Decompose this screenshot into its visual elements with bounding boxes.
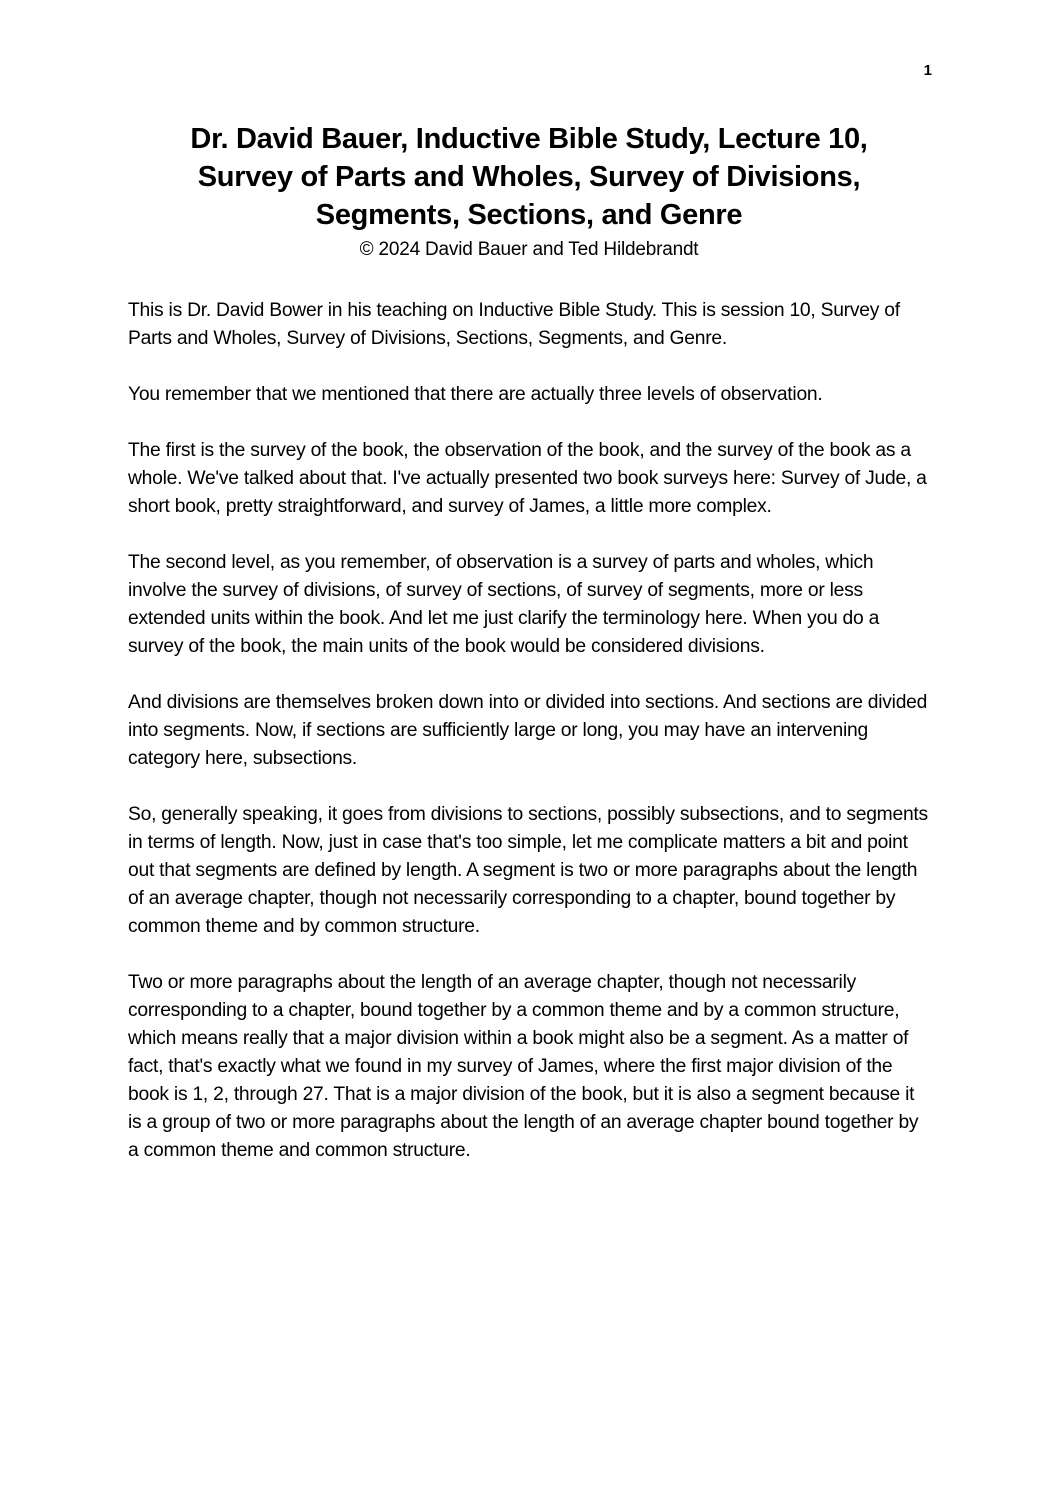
paragraph-6: So, generally speaking, it goes from divisions to sections, possibly subsections, and to segments in terms of length. Now, just in case that's too simple, let me complicate matters a bit and point out that segments are defined by length. A segment is two or more paragraphs about the length of an average chapter, though not necessarily corresponding to a chapter, bound together by common theme and by common structure. — [128, 804, 928, 937]
document-body — [128, 297, 932, 1165]
title-line-1: Dr. David Bauer, Inductive Bible Study, Lecture 10, — [190, 123, 868, 155]
paragraph-2: You remember that we mentioned that there are actually three levels of observation. — [128, 384, 823, 405]
document-title — [0, 0, 1058, 234]
paragraph-5: And divisions are themselves broken down into or divided into sections. And sections are divided into segments. Now, if sections are sufficiently large or long, you may have an intervening category here, subsections. — [128, 692, 928, 769]
paragraph-4: The second level, as you remember, of observation is a survey of parts and wholes, which involve the survey of divisions, of survey of sections, of survey of segments, more or less extended units within the book. And let me just clarify the terminology here. When you do a survey of the book, the main units of the book would be considered divisions. — [128, 552, 880, 657]
copyright-line: © 2024 David Bauer and Ted Hildebrandt — [359, 239, 699, 260]
page-number: 1 — [923, 62, 932, 79]
paragraph-3: The first is the survey of the book, the observation of the book, and the survey of the book as a whole. We've talked about that. I've actually presented two book surveys here: Survey of Jude, a short book, pretty straightforward, and survey of James, a little more complex. — [128, 440, 927, 517]
paragraph-7: Two or more paragraphs about the length of an average chapter, though not necessarily corresponding to a chapter, bound together by a common theme and by a common structure, which means really that a major division within a book might also be a segment. As a matter of fact, that's exactly what we found in my survey of James, where the first major division of the book is 1, 2, through 27. That is a major division of the book, but it is also a segment because it is a group of two or more paragraphs about the length of an average chapter bound together by a common theme and common structure. — [128, 972, 919, 1161]
title-line-3: Segments, Sections, and Genre — [315, 199, 743, 231]
title-line-2: Survey of Parts and Wholes, Survey of Divisions, — [197, 161, 861, 193]
paragraph-1: This is Dr. David Bower in his teaching on Inductive Bible Study. This is session 10, Survey of Parts and Wholes, Survey of Divisions, Sections, Segments, and Genre. — [128, 300, 900, 349]
